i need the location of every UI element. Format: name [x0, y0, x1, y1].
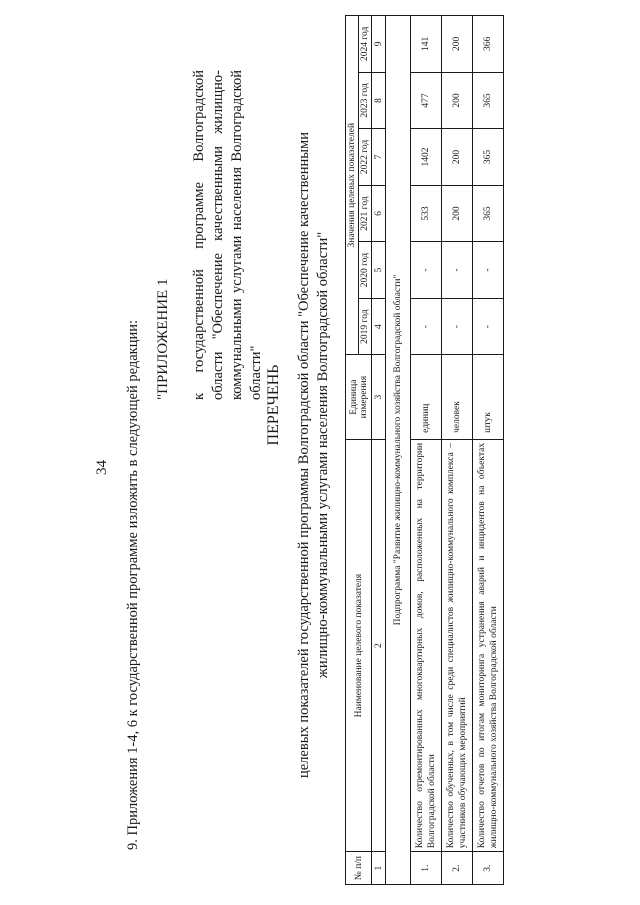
header-values-group: Значения целевых показателей: [346, 16, 359, 355]
indicator-value: 477: [411, 72, 442, 129]
target-indicators-table: [345, 15, 504, 885]
indicator-value: 1402: [411, 129, 442, 186]
indicator-value: -: [473, 242, 504, 299]
subprogram-row: [386, 16, 411, 885]
column-number: 2: [372, 439, 386, 851]
column-number: 3: [372, 355, 386, 439]
appendix-heading: "ПРИЛОЖЕНИЕ 1: [155, 278, 171, 400]
column-numbers-row: [372, 16, 386, 885]
indicator-name: Количество обученных, в том числе среди специалистов жилищно-коммунального комплекса – участников обучающих мероприятий: [442, 439, 473, 851]
indicator-value: 366: [473, 16, 504, 73]
indicator-value: 200: [442, 72, 473, 129]
indicator-value: 365: [473, 185, 504, 242]
table-row: [411, 16, 442, 885]
indicator-name: Количество отчетов по итогам мониторинга устранения аварий и инцидентов на объектах жилищно-коммунального хозяйства Волгоградской области: [473, 439, 504, 851]
indicator-value: 365: [473, 72, 504, 129]
header-year: 2024 год: [359, 16, 372, 73]
indicator-value: -: [442, 242, 473, 299]
column-number: 7: [372, 129, 386, 186]
indicator-value: 200: [442, 185, 473, 242]
column-number: 1: [372, 852, 386, 885]
column-number: 9: [372, 16, 386, 73]
indicator-value: -: [442, 298, 473, 355]
header-row: [346, 16, 359, 885]
intro-paragraph: 9. Приложения 1-4, 6 к государственной программе изложить в следующей редакции:: [125, 319, 141, 850]
column-number: 4: [372, 298, 386, 355]
indicator-value: -: [411, 298, 442, 355]
list-title: целевых показателей государственной программы Волгоградской области "Обеспечение качественными жилищно-коммунальными услугами населения Волгоградской области": [296, 132, 331, 778]
indicator-name: Количество отремонтированных многоквартирных домов, расположенных на территории Волгоградской области: [411, 439, 442, 851]
indicator-value: 365: [473, 129, 504, 186]
indicator-unit: единиц: [411, 355, 442, 439]
indicator-value: 141: [411, 16, 442, 73]
header-num: № п/п: [346, 852, 372, 885]
page-number: 34: [94, 460, 110, 475]
subprogram-title: Подпрограмма "Развитие жилищно-коммунального хозяйства Волгоградской области": [386, 16, 411, 885]
indicator-value: 200: [442, 129, 473, 186]
header-year: 2021 год: [359, 185, 372, 242]
header-year: 2022 год: [359, 129, 372, 186]
table-row: [473, 16, 504, 885]
row-number: 3.: [473, 852, 504, 885]
column-number: 5: [372, 242, 386, 299]
indicator-value: 533: [411, 185, 442, 242]
header-name: Наименование целевого показателя: [346, 439, 372, 851]
indicator-value: -: [411, 242, 442, 299]
list-heading: ПЕРЕЧЕНЬ: [265, 364, 282, 446]
table-row: [442, 16, 473, 885]
indicator-unit: штук: [473, 355, 504, 439]
indicator-unit: человек: [442, 355, 473, 439]
appendix-program-reference: к государственной программе Волгоградской области "Обеспечение качественными жилищно-коммунальными услугами населения Волгоградской области": [191, 70, 264, 400]
row-number: 2.: [442, 852, 473, 885]
header-unit: Единица измерения: [346, 355, 372, 439]
header-year: 2019 год: [359, 298, 372, 355]
header-year: 2020 год: [359, 242, 372, 299]
header-year: 2023 год: [359, 72, 372, 129]
row-number: 1.: [411, 852, 442, 885]
indicator-value: -: [473, 298, 504, 355]
column-number: 8: [372, 72, 386, 129]
column-number: 6: [372, 185, 386, 242]
indicator-value: 200: [442, 16, 473, 73]
